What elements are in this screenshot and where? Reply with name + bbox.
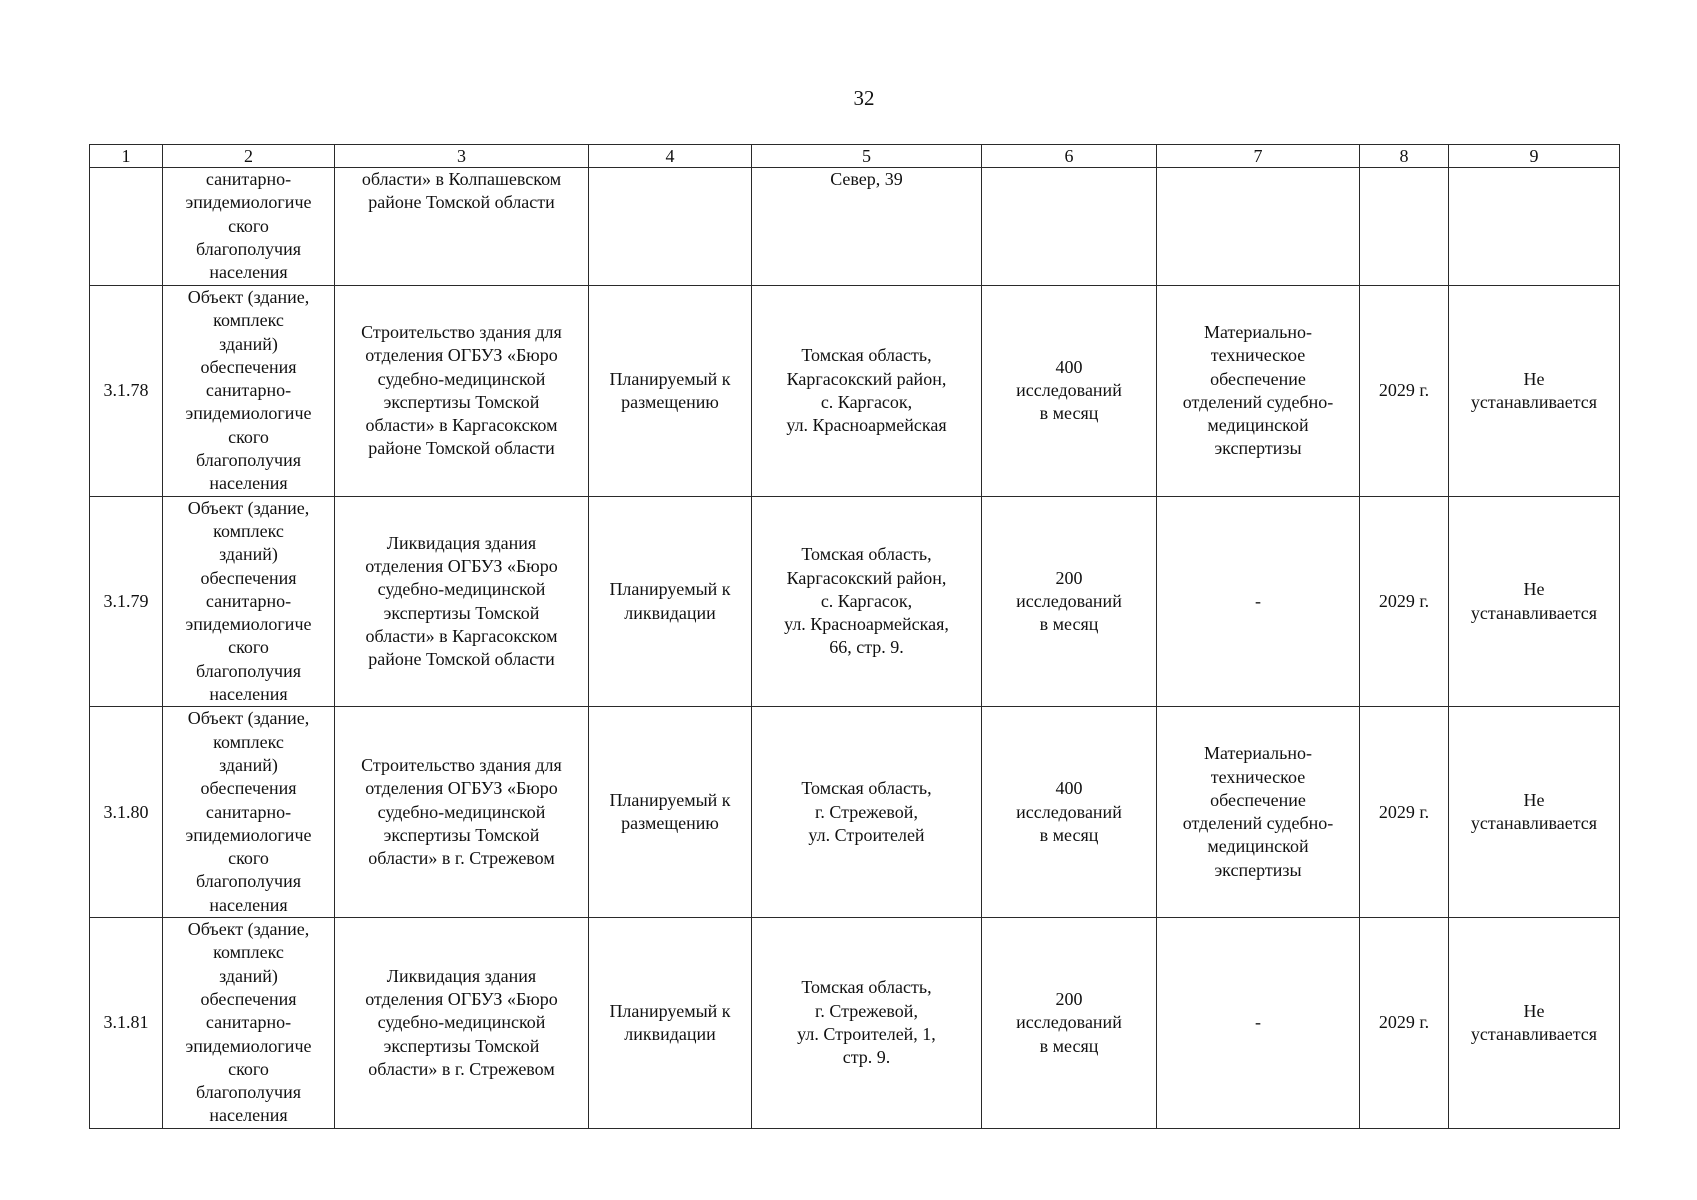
cell-zone: Не устанавливается	[1449, 496, 1620, 707]
cell-zone: Не устанавливается	[1449, 286, 1620, 497]
column-header: 8	[1360, 145, 1449, 168]
column-header: 7	[1157, 145, 1360, 168]
cell-purpose: -	[1157, 496, 1360, 707]
column-header: 6	[982, 145, 1157, 168]
cell-description: Ликвидация здания отделения ОГБУЗ «Бюро судебно-медицинской экспертизы Томской области» в г. Стрежевом	[335, 918, 589, 1129]
cell-description: Ликвидация здания отделения ОГБУЗ «Бюро судебно-медицинской экспертизы Томской области» в Каргасокском районе Томской области	[335, 496, 589, 707]
cell-year: 2029 г.	[1360, 286, 1449, 497]
cell-description: области» в Колпашевском районе Томской области	[335, 168, 589, 286]
table-row	[90, 286, 1620, 497]
cell-description: Строительство здания для отделения ОГБУЗ «Бюро судебно-медицинской экспертизы Томской области» в Каргасокском районе Томской области	[335, 286, 589, 497]
page-number: 32	[853, 86, 875, 110]
cell-year: 2029 г.	[1360, 707, 1449, 918]
cell-capacity: 200 исследований в месяц	[982, 496, 1157, 707]
cell-number: 3.1.80	[90, 707, 163, 918]
cell-zone: Не устанавливается	[1449, 918, 1620, 1129]
cell-description: Строительство здания для отделения ОГБУЗ «Бюро судебно-медицинской экспертизы Томской области» в г. Стрежевом	[335, 707, 589, 918]
table-row	[90, 707, 1620, 918]
cell-number	[90, 168, 163, 286]
cell-status: Планируемый к ликвидации	[589, 496, 752, 707]
cell-purpose: -	[1157, 918, 1360, 1129]
cell-object-type: санитарно- эпидемиологиче ского благополучия населения	[163, 168, 335, 286]
cell-object-type: Объект (здание, комплекс зданий) обеспечения санитарно- эпидемиологиче ского благополучия населения	[163, 496, 335, 707]
cell-status: Планируемый к ликвидации	[589, 918, 752, 1129]
cell-zone: Не устанавливается	[1449, 707, 1620, 918]
cell-number: 3.1.81	[90, 918, 163, 1129]
cell-number: 3.1.79	[90, 496, 163, 707]
cell-capacity: 400 исследований в месяц	[982, 707, 1157, 918]
cell-location: Томская область, Каргасокский район, с. Каргасок, ул. Красноармейская	[752, 286, 982, 497]
cell-location: Север, 39	[752, 168, 982, 286]
column-header: 5	[752, 145, 982, 168]
cell-zone	[1449, 168, 1620, 286]
facilities-table	[89, 144, 1620, 1129]
cell-purpose	[1157, 168, 1360, 286]
cell-object-type: Объект (здание, комплекс зданий) обеспечения санитарно- эпидемиологиче ского благополучия населения	[163, 707, 335, 918]
table-row	[90, 496, 1620, 707]
cell-object-type: Объект (здание, комплекс зданий) обеспечения санитарно- эпидемиологиче ского благополучия населения	[163, 286, 335, 497]
cell-number: 3.1.78	[90, 286, 163, 497]
column-header: 3	[335, 145, 589, 168]
column-header: 1	[90, 145, 163, 168]
column-header: 2	[163, 145, 335, 168]
table-row	[90, 918, 1620, 1129]
cell-capacity: 200 исследований в месяц	[982, 918, 1157, 1129]
cell-capacity	[982, 168, 1157, 286]
cell-status	[589, 168, 752, 286]
cell-object-type: Объект (здание, комплекс зданий) обеспечения санитарно- эпидемиологиче ского благополучия населения	[163, 918, 335, 1129]
cell-location: Томская область, г. Стрежевой, ул. Строителей, 1, стр. 9.	[752, 918, 982, 1129]
cell-purpose: Материально- техническое обеспечение отделений судебно- медицинской экспертизы	[1157, 286, 1360, 497]
cell-status: Планируемый к размещению	[589, 286, 752, 497]
header-row	[90, 145, 1620, 168]
continuation-row	[90, 168, 1620, 286]
cell-purpose: Материально- техническое обеспечение отделений судебно- медицинской экспертизы	[1157, 707, 1360, 918]
cell-status: Планируемый к размещению	[589, 707, 752, 918]
cell-year: 2029 г.	[1360, 496, 1449, 707]
column-header: 9	[1449, 145, 1620, 168]
column-header: 4	[589, 145, 752, 168]
cell-location: Томская область, г. Стрежевой, ул. Строителей	[752, 707, 982, 918]
cell-year	[1360, 168, 1449, 286]
cell-year: 2029 г.	[1360, 918, 1449, 1129]
cell-location: Томская область, Каргасокский район, с. Каргасок, ул. Красноармейская, 66, стр. 9.	[752, 496, 982, 707]
cell-capacity: 400 исследований в месяц	[982, 286, 1157, 497]
